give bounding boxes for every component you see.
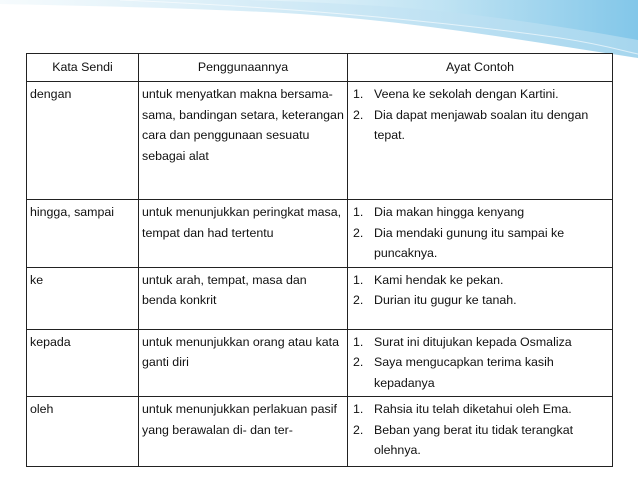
cell-ayat-contoh [348, 200, 613, 268]
decorative-wave-banner [0, 0, 638, 60]
example-text: Kami hendak ke pekan. [374, 272, 504, 287]
example-text: Veena ke sekolah dengan Kartini. [374, 87, 559, 101]
example-item [351, 290, 609, 311]
item-number: 1. [353, 334, 364, 349]
table-row [27, 329, 613, 397]
table-container [26, 53, 612, 467]
example-item [351, 105, 609, 146]
cell-kata-sendi: oleh [27, 397, 139, 467]
cell-penggunaan: untuk menunjukkan perlakuan pasif yang berawalan di- dan ter- [139, 397, 348, 467]
cell-ayat-contoh [348, 397, 613, 467]
cell-penggunaan: untuk menyatkan makna bersama-sama, bandingan setara, keterangan cara dan penggunaan sesuatu sebagai alat [139, 82, 348, 200]
cell-kata-sendi: hingga, sampai [27, 200, 139, 268]
example-item [351, 420, 609, 461]
table-row [27, 82, 613, 200]
example-item [351, 223, 609, 264]
example-item [351, 84, 609, 105]
example-item [351, 352, 609, 393]
header-ayat-contoh: Ayat Contoh [348, 54, 613, 82]
example-item [351, 399, 609, 420]
cell-ayat-contoh [348, 267, 613, 329]
header-penggunaannya: Penggunaannya [139, 54, 348, 82]
table-row [27, 200, 613, 268]
table-row [27, 267, 613, 329]
example-item [351, 202, 609, 223]
cell-penggunaan: untuk menunjukkan orang atau kata ganti diri [139, 329, 348, 397]
example-text: Rahsia itu telah diketahui oleh Ema. [374, 402, 572, 416]
example-text: Dia dapat menjawab soalan itu dengan tepat. [374, 107, 589, 142]
example-text: Saya mengucapkan terima kasih kepadanya [374, 355, 554, 390]
table-row [27, 397, 613, 467]
example-text: Surat ini ditujukan kepada Osmaliza [374, 334, 572, 349]
example-item [351, 332, 609, 353]
item-number: 2. [353, 422, 364, 437]
item-number: 2. [353, 355, 364, 369]
example-text: Durian itu gugur ke tanah. [374, 293, 517, 307]
kata-sendi-table [26, 53, 613, 467]
cell-penggunaan: untuk arah, tempat, masa dan benda konkrit [139, 267, 348, 329]
item-number: 2. [353, 293, 364, 307]
example-item [351, 270, 609, 291]
item-number: 2. [353, 107, 364, 122]
cell-kata-sendi: ke [27, 267, 139, 329]
item-number: 1. [353, 402, 364, 416]
cell-penggunaan: untuk menunjukkan peringkat masa, tempat dan had tertentu [139, 200, 348, 268]
item-number: 1. [353, 205, 364, 219]
item-number: 1. [353, 272, 364, 287]
table-header-row [27, 54, 613, 82]
header-kata-sendi: Kata Sendi [27, 54, 139, 82]
item-number: 1. [353, 87, 364, 101]
cell-kata-sendi: kepada [27, 329, 139, 397]
cell-ayat-contoh [348, 329, 613, 397]
item-number: 2. [353, 225, 364, 240]
example-text: Dia makan hingga kenyang [374, 205, 525, 219]
cell-ayat-contoh [348, 82, 613, 200]
example-text: Beban yang berat itu tidak terangkat olehnya. [374, 422, 574, 457]
example-text: Dia mendaki gunung itu sampai ke puncaknya. [374, 225, 565, 260]
cell-kata-sendi: dengan [27, 82, 139, 200]
